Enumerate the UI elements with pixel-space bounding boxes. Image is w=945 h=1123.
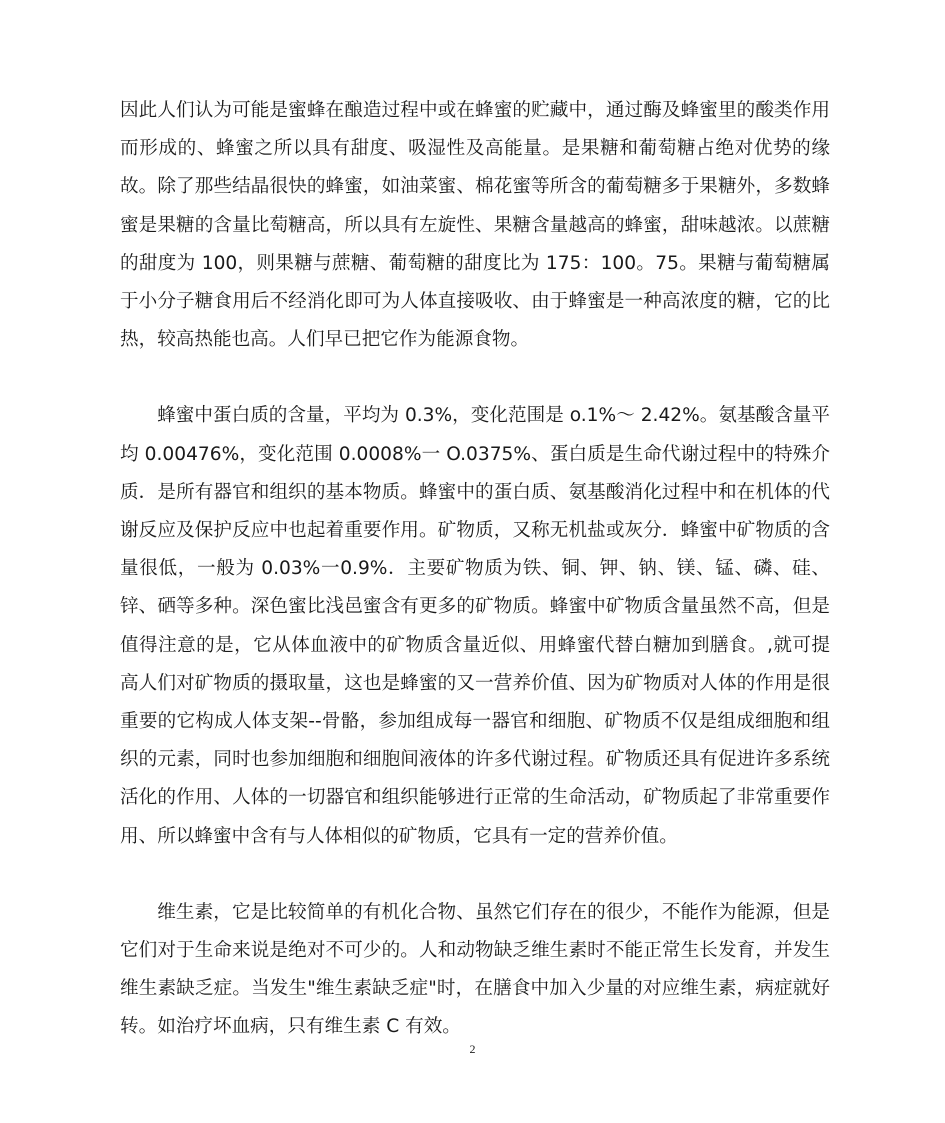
paragraph-vitamins: 维生素，它是比较简单的有机化合物、虽然它们存在的很少，不能作为能源，但是它们对于生命来说是绝对不可少的。人和动物缺乏维生素时不能正常生长发育，并发生维生素缺乏症。当发生"维生素缺乏症"时，在膳食中加入少量的对应维生素，病症就好转。如治疗坏血病，只有维生素 C 有效。 [120, 901, 830, 1038]
page-number: 2 [469, 1042, 476, 1056]
paragraph-sugar: 因此人们认为可能是蜜蜂在酿造过程中或在蜂蜜的贮藏中，通过酶及蜂蜜里的酸类作用而形成的、蜂蜜之所以具有甜度、吸湿性及高能量。是果糖和葡萄糖占绝对优势的缘故。除了那些结晶很快的蜂蜜，如油菜蜜、棉花蜜等所含的葡萄糖多于果糖外，多数蜂蜜是果糖的含量比萄糖高，所以具有左旋性、果糖含量越高的蜂蜜，甜味越浓。以蔗糖的甜度为 100，则果糖与蔗糖、葡萄糖的甜度比为 175：100。75。果糖与葡萄糖属于小分子糖食用后不经消化即可为人体直接吸收、由于蜂蜜是一种高浓度的糖，它的比热，较高热能也高。人们早已把它作为能源食物。 [120, 100, 830, 351]
paragraph-protein-minerals: 蜂蜜中蛋白质的含量，平均为 0.3%，变化范围是 o.1%～ 2.42%。氨基酸含量平均 0.00476%，变化范围 0.0008%一 O.0375%、蛋白质是生命代谢过程中的特殊介质．是所有器官和组织的基本物质。蜂蜜中的蛋白质、氨基酸消化过程中和在机体的代谢反应及保护反应中也起着重要作用。矿物质，又称无机盐或灰分．蜂蜜中矿物质的含量很低，一般为 0.03%一0.9%．主要矿物质为铁、铜、钾、钠、镁、锰、磷、硅、锌、硒等多种。深色蜜比浅邑蜜含有更多的矿物质。蜂蜜中矿物质含量虽然不高，但是值得注意的是，它从体血液中的矿物质含量近似、用蜂蜜代替白糖加到膳食。,就可提高人们对矿物质的摄取量，这也是蜂蜜的又一营养价值、因为矿物质对人体的作用是很重要的它构成人体支架--骨骼，参加组成每一器官和细胞、矿物质不仅是组成细胞和组织的元素，同时也参加细胞和细胞间液体的许多代谢过程。矿物质还具有促进许多系统活化的作用、人体的一切器官和组织能够进行正常的生命活动，矿物质起了非常重要作用、所以蜂蜜中含有与人体相似的矿物质，它具有一定的营养价值。 [120, 405, 830, 847]
document-body [120, 92, 830, 1047]
